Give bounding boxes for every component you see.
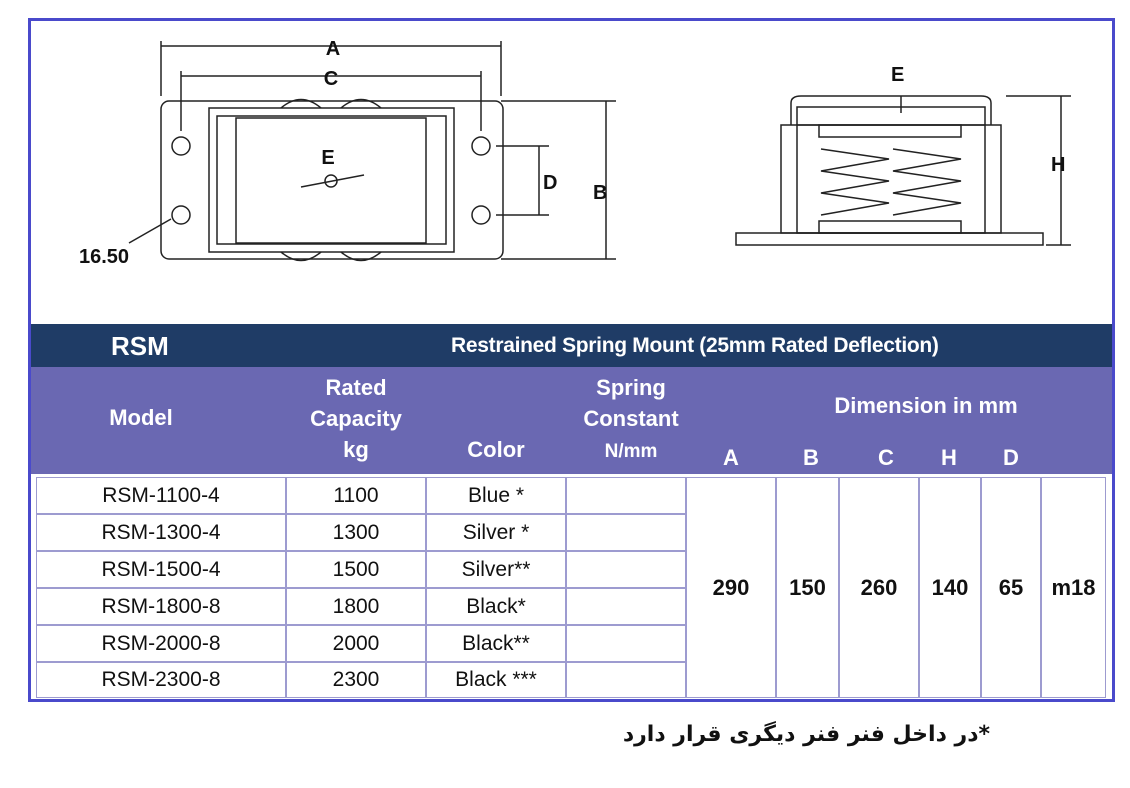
top-view-housing bbox=[209, 108, 454, 252]
cell-capacity: 1800 bbox=[286, 588, 426, 625]
cell-capacity: 2300 bbox=[286, 662, 426, 698]
cell-dim-c: 260 bbox=[839, 477, 919, 698]
cell-bolt-size: m18 bbox=[1041, 477, 1106, 698]
header-dim-d: D bbox=[1003, 445, 1019, 470]
technical-drawing bbox=[31, 21, 1112, 321]
cell-model: RSM-1800-8 bbox=[36, 588, 286, 625]
cell-color: Blue * bbox=[426, 477, 566, 514]
label-c: C bbox=[323, 68, 339, 90]
datasheet-frame bbox=[28, 18, 1115, 702]
header-model: Model bbox=[109, 405, 173, 430]
footnote: *در داخل فنر فنر دیگری قرار دارد bbox=[622, 722, 990, 747]
label-a: A bbox=[325, 38, 341, 60]
cell-spring bbox=[566, 551, 686, 588]
header-color: Color bbox=[467, 437, 525, 462]
cell-dim-a: 290 bbox=[686, 477, 776, 698]
header-dimension: Dimension in mm bbox=[834, 393, 1018, 418]
cell-capacity: 1100 bbox=[286, 477, 426, 514]
cell-dim-h: 140 bbox=[919, 477, 981, 698]
cell-dim-b: 150 bbox=[776, 477, 839, 698]
table-header bbox=[31, 367, 1112, 474]
label-hole-diameter: 16.50 bbox=[79, 246, 130, 268]
cell-model: RSM-1100-4 bbox=[36, 477, 286, 514]
top-view-plate bbox=[161, 101, 503, 259]
title-bar bbox=[31, 324, 1112, 367]
spec-table bbox=[36, 477, 1106, 698]
side-view-base bbox=[736, 233, 1043, 245]
label-e-side: E bbox=[891, 64, 905, 86]
cell-model: RSM-1300-4 bbox=[36, 514, 286, 551]
label-d: D bbox=[543, 172, 558, 194]
header-dim-h: H bbox=[941, 445, 957, 470]
cell-model: RSM-2300-8 bbox=[36, 662, 286, 698]
cell-capacity: 1300 bbox=[286, 514, 426, 551]
mount-hole bbox=[172, 206, 190, 224]
cell-dim-d: 65 bbox=[981, 477, 1041, 698]
product-description: Restrained Spring Mount (25mm Rated Deflection) bbox=[451, 334, 939, 357]
cell-color: Silver * bbox=[426, 514, 566, 551]
cell-spring bbox=[566, 662, 686, 698]
mount-hole bbox=[472, 206, 490, 224]
cell-spring bbox=[566, 588, 686, 625]
mount-hole bbox=[472, 137, 490, 155]
cell-model: RSM-1500-4 bbox=[36, 551, 286, 588]
header-dim-b: B bbox=[803, 445, 819, 470]
cell-spring bbox=[566, 477, 686, 514]
header-dim-a: A bbox=[723, 445, 739, 470]
label-b: B bbox=[593, 182, 608, 204]
cell-color: Black* bbox=[426, 588, 566, 625]
side-view-housing bbox=[781, 125, 1001, 233]
cell-spring bbox=[566, 514, 686, 551]
cell-capacity: 2000 bbox=[286, 625, 426, 662]
cell-capacity: 1500 bbox=[286, 551, 426, 588]
mount-hole bbox=[172, 137, 190, 155]
header-spring-constant: Spring Constant N/mm bbox=[583, 375, 679, 462]
label-h: H bbox=[1051, 154, 1066, 176]
header-capacity: Rated Capacity kg bbox=[310, 375, 402, 462]
header-dim-c: C bbox=[878, 445, 894, 470]
cell-color: Black *** bbox=[426, 662, 566, 698]
cell-color: Silver** bbox=[426, 551, 566, 588]
cell-model: RSM-2000-8 bbox=[36, 625, 286, 662]
cell-spring bbox=[566, 625, 686, 662]
cell-color: Black** bbox=[426, 625, 566, 662]
product-code: RSM bbox=[111, 331, 169, 361]
label-e-top: E bbox=[321, 147, 335, 169]
